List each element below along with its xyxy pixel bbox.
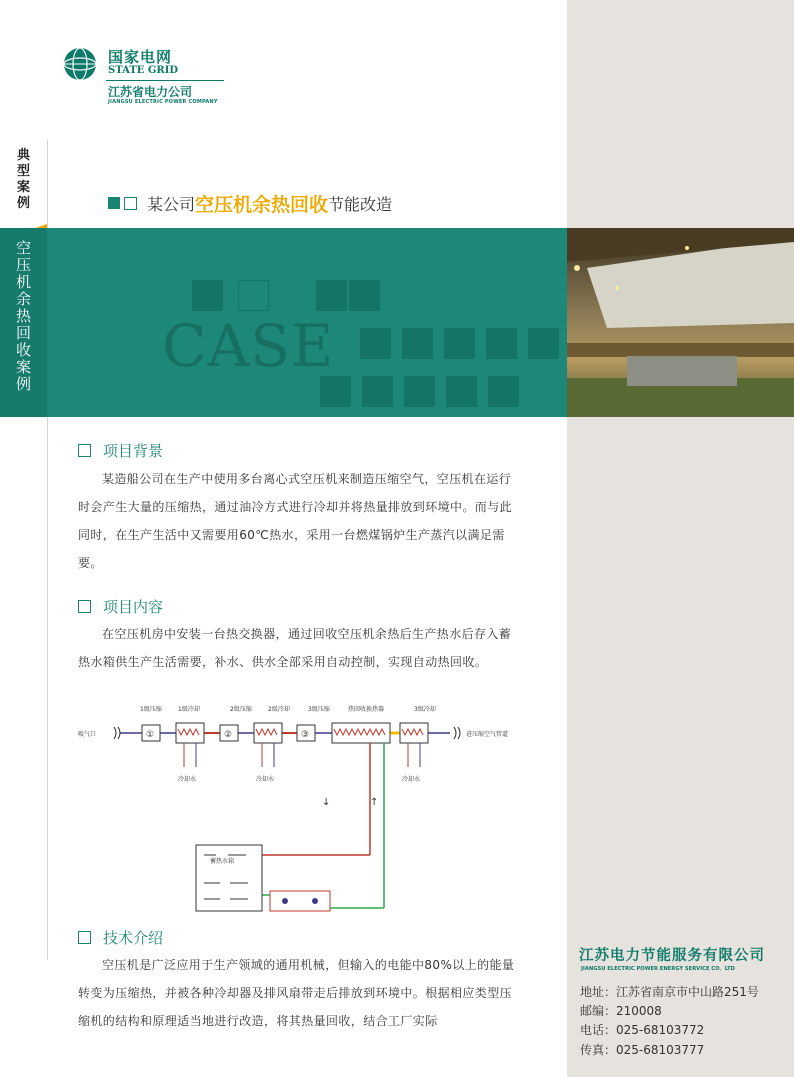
banner-case-word: CASE (162, 312, 335, 380)
banner-square (402, 328, 433, 359)
section-heading-background: 项目背景 (78, 440, 163, 461)
label-stage2-cool: 2级冷却 (268, 706, 290, 713)
side-label-typical-case: 典 型 案 例 (16, 148, 30, 211)
svg-text:↑: ↑ (370, 797, 379, 808)
banner-square (528, 328, 559, 359)
title-prefix: 某公司 (147, 194, 196, 214)
diagram-inlet-label: 吸气口 (78, 731, 97, 738)
banner-square (404, 376, 435, 407)
section-square-icon (78, 931, 91, 944)
stage-3-number: ③ (301, 730, 310, 740)
banner-square (486, 328, 517, 359)
factory-photo (567, 228, 794, 417)
label-stage3-cool: 3级冷却 (414, 706, 436, 713)
banner-square (488, 376, 519, 407)
title-highlight: 空压机余热回收 (195, 193, 329, 216)
section-heading-content: 项目内容 (78, 596, 163, 617)
section-text-content: 在空压机房中安装一台热交换器，通过回收空压机余热后生产热水后存入蓄热水箱供生产生活需要，补水、供水全部采用自动控制，实现自动热回收。 (78, 627, 512, 669)
logo-subsidiary-en: JIANGSU ELECTRIC POWER COMPANY (108, 99, 218, 105)
contact-address: 地址：江苏省南京市中山路251号 (580, 985, 759, 999)
cooling-water-label-2: 冷却水 (256, 776, 275, 783)
section-square-icon (78, 444, 91, 457)
logo-rule (106, 80, 224, 81)
heat-recovery-diagram (70, 695, 530, 920)
section-text-background: 某造船公司在生产中使用多台离心式空压机来制造压缩空气，空压机在运行时会产生大量的压缩热，通过油冷方式进行冷却并将热量排放到环境中。而与此同时，在生产生活中又需要用60℃热水，采用一台燃煤锅炉生产蒸汽以满足需要。 (78, 472, 513, 570)
contact-phone: 电话：025-68103772 (580, 1023, 705, 1037)
label-stage1-cool: 1级冷却 (178, 706, 200, 713)
globe-icon (62, 46, 98, 82)
banner-square (192, 280, 223, 311)
banner-square (446, 376, 477, 407)
cooling-water-label-3: 冷却水 (402, 776, 421, 783)
label-stage2-compress: 2级压缩 (230, 706, 252, 713)
banner-square (362, 376, 393, 407)
label-stage1-compress: 1级压缩 (140, 706, 162, 713)
title-square-outline-icon (124, 197, 137, 210)
banner-square (349, 280, 380, 311)
title-suffix: 节能改造 (328, 194, 393, 214)
banner-square (238, 280, 269, 311)
cooling-water-label-1: 冷却水 (178, 776, 197, 783)
banner-square (444, 328, 475, 359)
section-square-icon (78, 600, 91, 613)
banner-square (360, 328, 391, 359)
right-panel (567, 0, 794, 1077)
banner-square (320, 376, 351, 407)
title-square-filled-icon (108, 197, 120, 209)
contact-fax: 传真：025-68103777 (580, 1043, 705, 1057)
label-stage3-compress: 3级压缩 (308, 706, 330, 713)
page-title (108, 190, 392, 216)
section-heading-technology: 技术介绍 (78, 927, 163, 948)
state-grid-logo (62, 44, 232, 108)
stage-1-number: ① (146, 730, 155, 740)
label-heat-exchanger: 热回收换热器 (348, 706, 385, 713)
section-text-technology: 空压机是广泛应用于生产领域的通用机械，但输入的电能中80%以上的能量转变为压缩热，并被各种冷却器及排风扇带走后排放到环境中。根据相应类型压缩机的结构和原理适当地进行改造，将其热量回收，结合工厂实际 (78, 958, 515, 1028)
company-name-en: JIANGSU ELECTRIC POWER ENERGY SERVICE CO．LTD (581, 966, 735, 972)
banner-square (316, 280, 347, 311)
logo-subsidiary: 江苏省电力公司 (108, 85, 193, 99)
logo-cn-name: 国家电网 (108, 48, 173, 66)
stage-2-number: ② (224, 730, 233, 740)
svg-text:↓: ↓ (322, 797, 331, 808)
side-label-case-name: 空 压 机 余 热 回 收 案 例 (15, 239, 31, 393)
diagram-outlet-label: 进压缩空气管道 (466, 731, 509, 738)
contact-postcode: 邮编：210008 (580, 1004, 662, 1018)
tank-label: 蓄热水箱 (210, 858, 235, 865)
logo-en-name: STATE GRID (108, 65, 179, 76)
company-name: 江苏电力节能服务有限公司 (579, 948, 765, 964)
